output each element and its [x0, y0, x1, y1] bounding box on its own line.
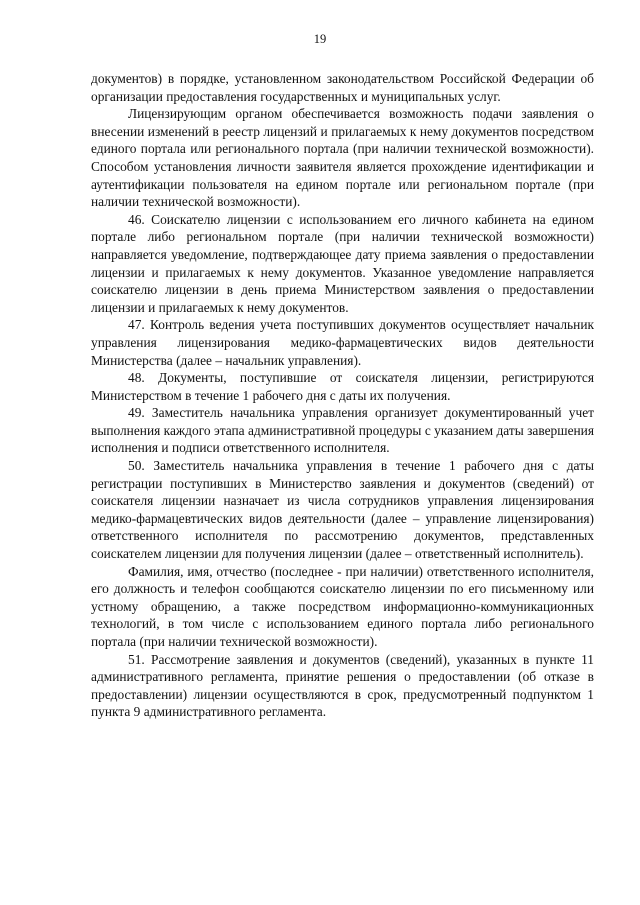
- paragraph-47: 47. Контроль ведения учета поступивших документов осуществляет начальник управления лицензирования медико-фармацевтических видов деятельности Министерства (далее – начальник управления).: [91, 317, 594, 368]
- document-body: [91, 70, 594, 721]
- paragraph-51: 51. Рассмотрение заявления и документов (сведений), указанных в пункте 11 административного регламента, принятие решения о предоставлении (об отказе в предоставлении) лицензии осуществляются в срок, предусмотренный подпунктом 1 пункта 9 административного регламента.: [91, 651, 594, 720]
- paragraph-49: 49. Заместитель начальника управления организует документированный учет выполнения каждого этапа административной процедуры с указанием даты завершения исполнения и подписи ответственного исполнителя.: [91, 405, 594, 456]
- paragraph-executor-contact: Фамилия, имя, отчество (последнее - при наличии) ответственного исполнителя, его должность и телефон сообщаются соискателю лицензии по его письменному или устному обращению, а также посредством информационно-коммуникационных технологий, в том числе с использованием единого портала либо регионального портала (при наличии технической возможности).: [91, 563, 594, 649]
- paragraph-continuation: документов) в порядке, установленном законодательством Российской Федерации об организации предоставления государственных и муниципальных услуг.: [91, 71, 594, 104]
- paragraph-50: 50. Заместитель начальника управления в течение 1 рабочего дня с даты регистрации поступивших в Министерство заявления и документов (сведений) от соискателя лицензии назначает из числа сотрудников управления лицензирования медико-фармацевтических видов деятельности (далее – управление лицензирования) ответственного исполнителя по рассмотрению документов, представленных соискателем лицензии для получения лицензии (далее – ответственный исполнитель).: [91, 458, 594, 562]
- paragraph-portal-changes: Лицензирующим органом обеспечивается возможность подачи заявления о внесении изменений в реестр лицензий и прилагаемых к нему документов посредством единого портала или регионального портала (при наличии технической возможности). Способом установления личности заявителя является прохождение идентификации и аутентификации пользователя на едином портале или региональном портале (при наличии технической возможности).: [91, 106, 594, 210]
- paragraph-48: 48. Документы, поступившие от соискателя лицензии, регистрируются Министерством в течение 1 рабочего дня с даты их получения.: [91, 370, 594, 403]
- paragraph-46: 46. Соискателю лицензии с использованием его личного кабинета на едином портале либо региональном портале (при наличии технической возможности) направляется уведомление, подтверждающее дату приема заявления о предоставлении лицензии и прилагаемых к нему документов. Указанное уведомление направляется соискателю лицензии в день приема Министерством заявления о предоставлении лицензии и прилагаемых к нему документов.: [91, 211, 594, 315]
- page-number: 19: [313, 32, 327, 46]
